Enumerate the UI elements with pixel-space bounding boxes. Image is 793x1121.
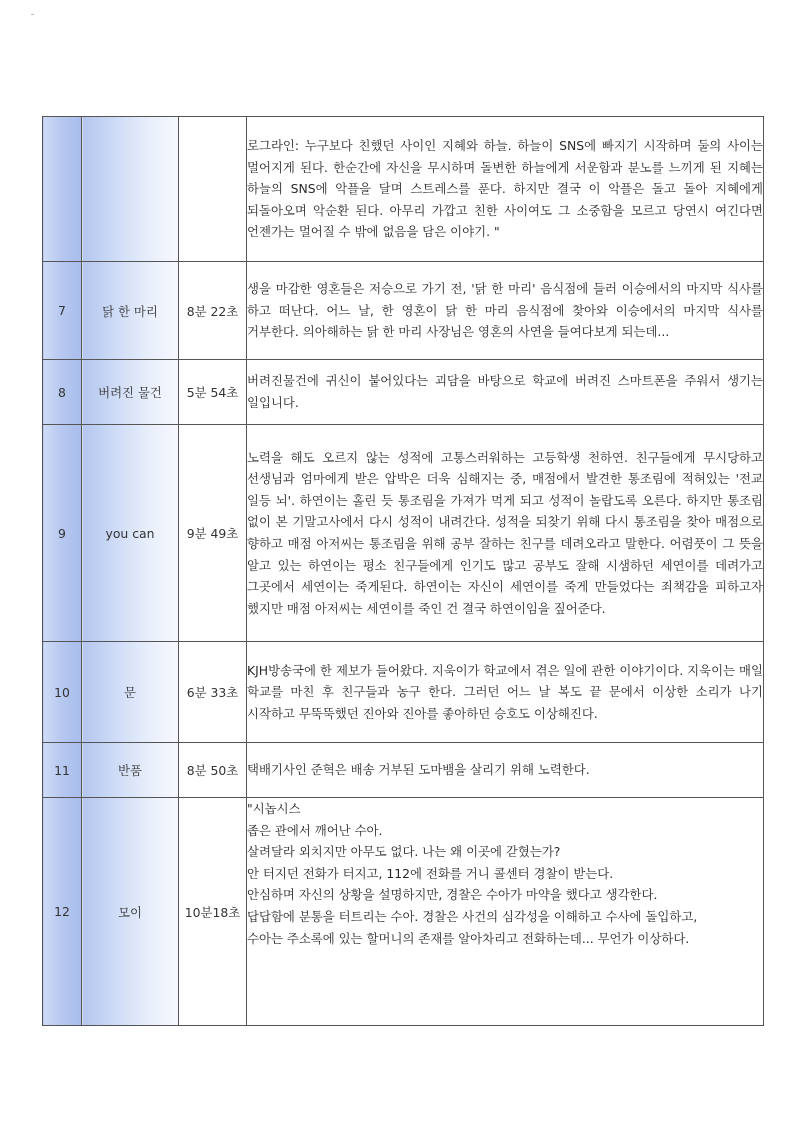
row-number-cell: 9	[43, 425, 82, 642]
table-row	[43, 262, 764, 360]
synopsis-line: 안 터지던 전화가 터지고, 112에 전화를 거니 콜센터 경찰이 받는다.	[247, 865, 614, 881]
row-synopsis-cell: 로그라인: 누구보다 친했던 사이인 지혜와 하늘. 하늘이 SNS에 빠지기 시작하며 둘의 사이는 멀어지게 된다. 한순간에 자신을 무시하며 돌변한 하늘에게 서운함과 분노를 느끼게 된 지혜는 하늘의 SNS에 악플을 달며 스트레스를 푼다. 하지만 결국 이 악플은 돌고 돌아 지혜에게 되돌아오며 악순환 된다. 아무리 가깝고 친한 사이여도 그 소중함을 모르고 당연시 여긴다면 언젠가는 멀어질 수 밖에 없음을 담은 이야기. "	[247, 117, 764, 262]
row-synopsis-cell: 버려진물건에 귀신이 붙어있다는 괴담을 바탕으로 학교에 버려진 스마트폰을 주워서 생기는 일입니다.	[247, 360, 764, 425]
row-number-cell	[43, 117, 82, 262]
table-row	[43, 117, 764, 262]
synopsis-line: 살려달라 외치지만 아무도 없다. 나는 왜 이곳에 갇혔는가?	[247, 844, 561, 860]
row-title-cell: 문	[82, 642, 179, 743]
row-synopsis-cell: 택배기사인 준혁은 배송 거부된 도마뱀을 살리기 위해 노력한다.	[247, 743, 764, 798]
table-row	[43, 360, 764, 425]
table-row	[43, 425, 764, 642]
row-number-cell: 11	[43, 743, 82, 798]
scan-mark	[31, 14, 34, 15]
table-row	[43, 642, 764, 743]
synopsis-line: 수아는 주소록에 있는 할머니의 존재를 알아차리고 전화하는데... 무언가 이상하다.	[247, 930, 690, 946]
row-duration-cell	[179, 117, 247, 262]
row-title-cell	[82, 117, 179, 262]
row-title-cell: you can	[82, 425, 179, 642]
row-synopsis-cell: 생을 마감한 영혼들은 저승으로 가기 전, '닭 한 마리' 음식점에 들러 이승에서의 마지막 식사를 하고 떠난다. 어느 날, 한 영혼이 닭 한 마리 음식점에 찾아와 이승에서의 마지막 식사를 거부한다. 의아해하는 닭 한 마리 사장님은 영혼의 사연을 들여다보게 되는데...	[247, 262, 764, 360]
synopsis-line: 답답함에 분통을 터트리는 수아. 경찰은 사건의 심각성을 이해하고 수사에 돌입하고,	[247, 908, 698, 924]
synopsis-line: 좁은 관에서 깨어난 수아.	[247, 822, 383, 838]
row-number-cell: 7	[43, 262, 82, 360]
row-duration-cell: 8분 22초	[179, 262, 247, 360]
row-number-cell: 8	[43, 360, 82, 425]
row-title-cell: 반품	[82, 743, 179, 798]
row-synopsis-cell: KJH방송국에 한 제보가 들어왔다. 지욱이가 학교에서 겪은 일에 관한 이야기이다. 지욱이는 매일 학교를 마친 후 친구들과 농구 한다. 그러던 어느 날 복도 끝 문에서 이상한 소리가 나기 시작하고 무뚝뚝했던 진아와 진아를 좋아하던 승호도 이상해진다.	[247, 642, 764, 743]
synopsis-line: 안심하며 자신의 상황을 설명하지만, 경찰은 수아가 마약을 했다고 생각한다.	[247, 887, 658, 903]
row-title-cell: 모이	[82, 798, 179, 1026]
row-duration-cell: 5분 54초	[179, 360, 247, 425]
row-synopsis-cell	[247, 798, 764, 1026]
table-row	[43, 743, 764, 798]
synopsis-line: "시놉시스	[247, 801, 301, 816]
row-number-cell: 12	[43, 798, 82, 1026]
table-row	[43, 798, 764, 1026]
row-duration-cell: 6분 33초	[179, 642, 247, 743]
row-title-cell: 닭 한 마리	[82, 262, 179, 360]
row-synopsis-cell: 노력을 해도 오르지 않는 성적에 고통스러워하는 고등학생 천하연. 친구들에게 무시당하고 선생님과 엄마에게 받은 압박은 더욱 심해지는 중, 매점에서 발견한 통조림에 적혀있는 '전교 일등 뇌'. 하연이는 홀린 듯 통조림을 가져가 먹게 되고 성적이 놀랍도록 오른다. 하지만 통조림 없이 본 기말고사에서 다시 성적이 내려간다. 성적을 되찾기 위해 다시 통조림을 찾아 매점으로 향하고 매점 아저씨는 통조림을 위해 공부 잘하는 친구를 데려오라고 말한다. 어렴풋이 그 뜻을 알고 있는 하연이는 평소 친구들에게 인기도 많고 공부도 잘해 시샘하던 세연이를 데려가고 그곳에서 세연이는 죽게된다. 하연이는 자신이 세연이를 죽게 만들었다는 죄책감을 피하고자 했지만 매점 아저씨는 세연이를 죽인 건 결국 하연이임을 짚어준다.	[247, 425, 764, 642]
synopsis-table	[42, 116, 764, 1026]
row-duration-cell: 8분 50초	[179, 743, 247, 798]
row-duration-cell: 9분 49초	[179, 425, 247, 642]
row-duration-cell: 10분18초	[179, 798, 247, 1026]
row-title-cell: 버려진 물건	[82, 360, 179, 425]
row-number-cell: 10	[43, 642, 82, 743]
